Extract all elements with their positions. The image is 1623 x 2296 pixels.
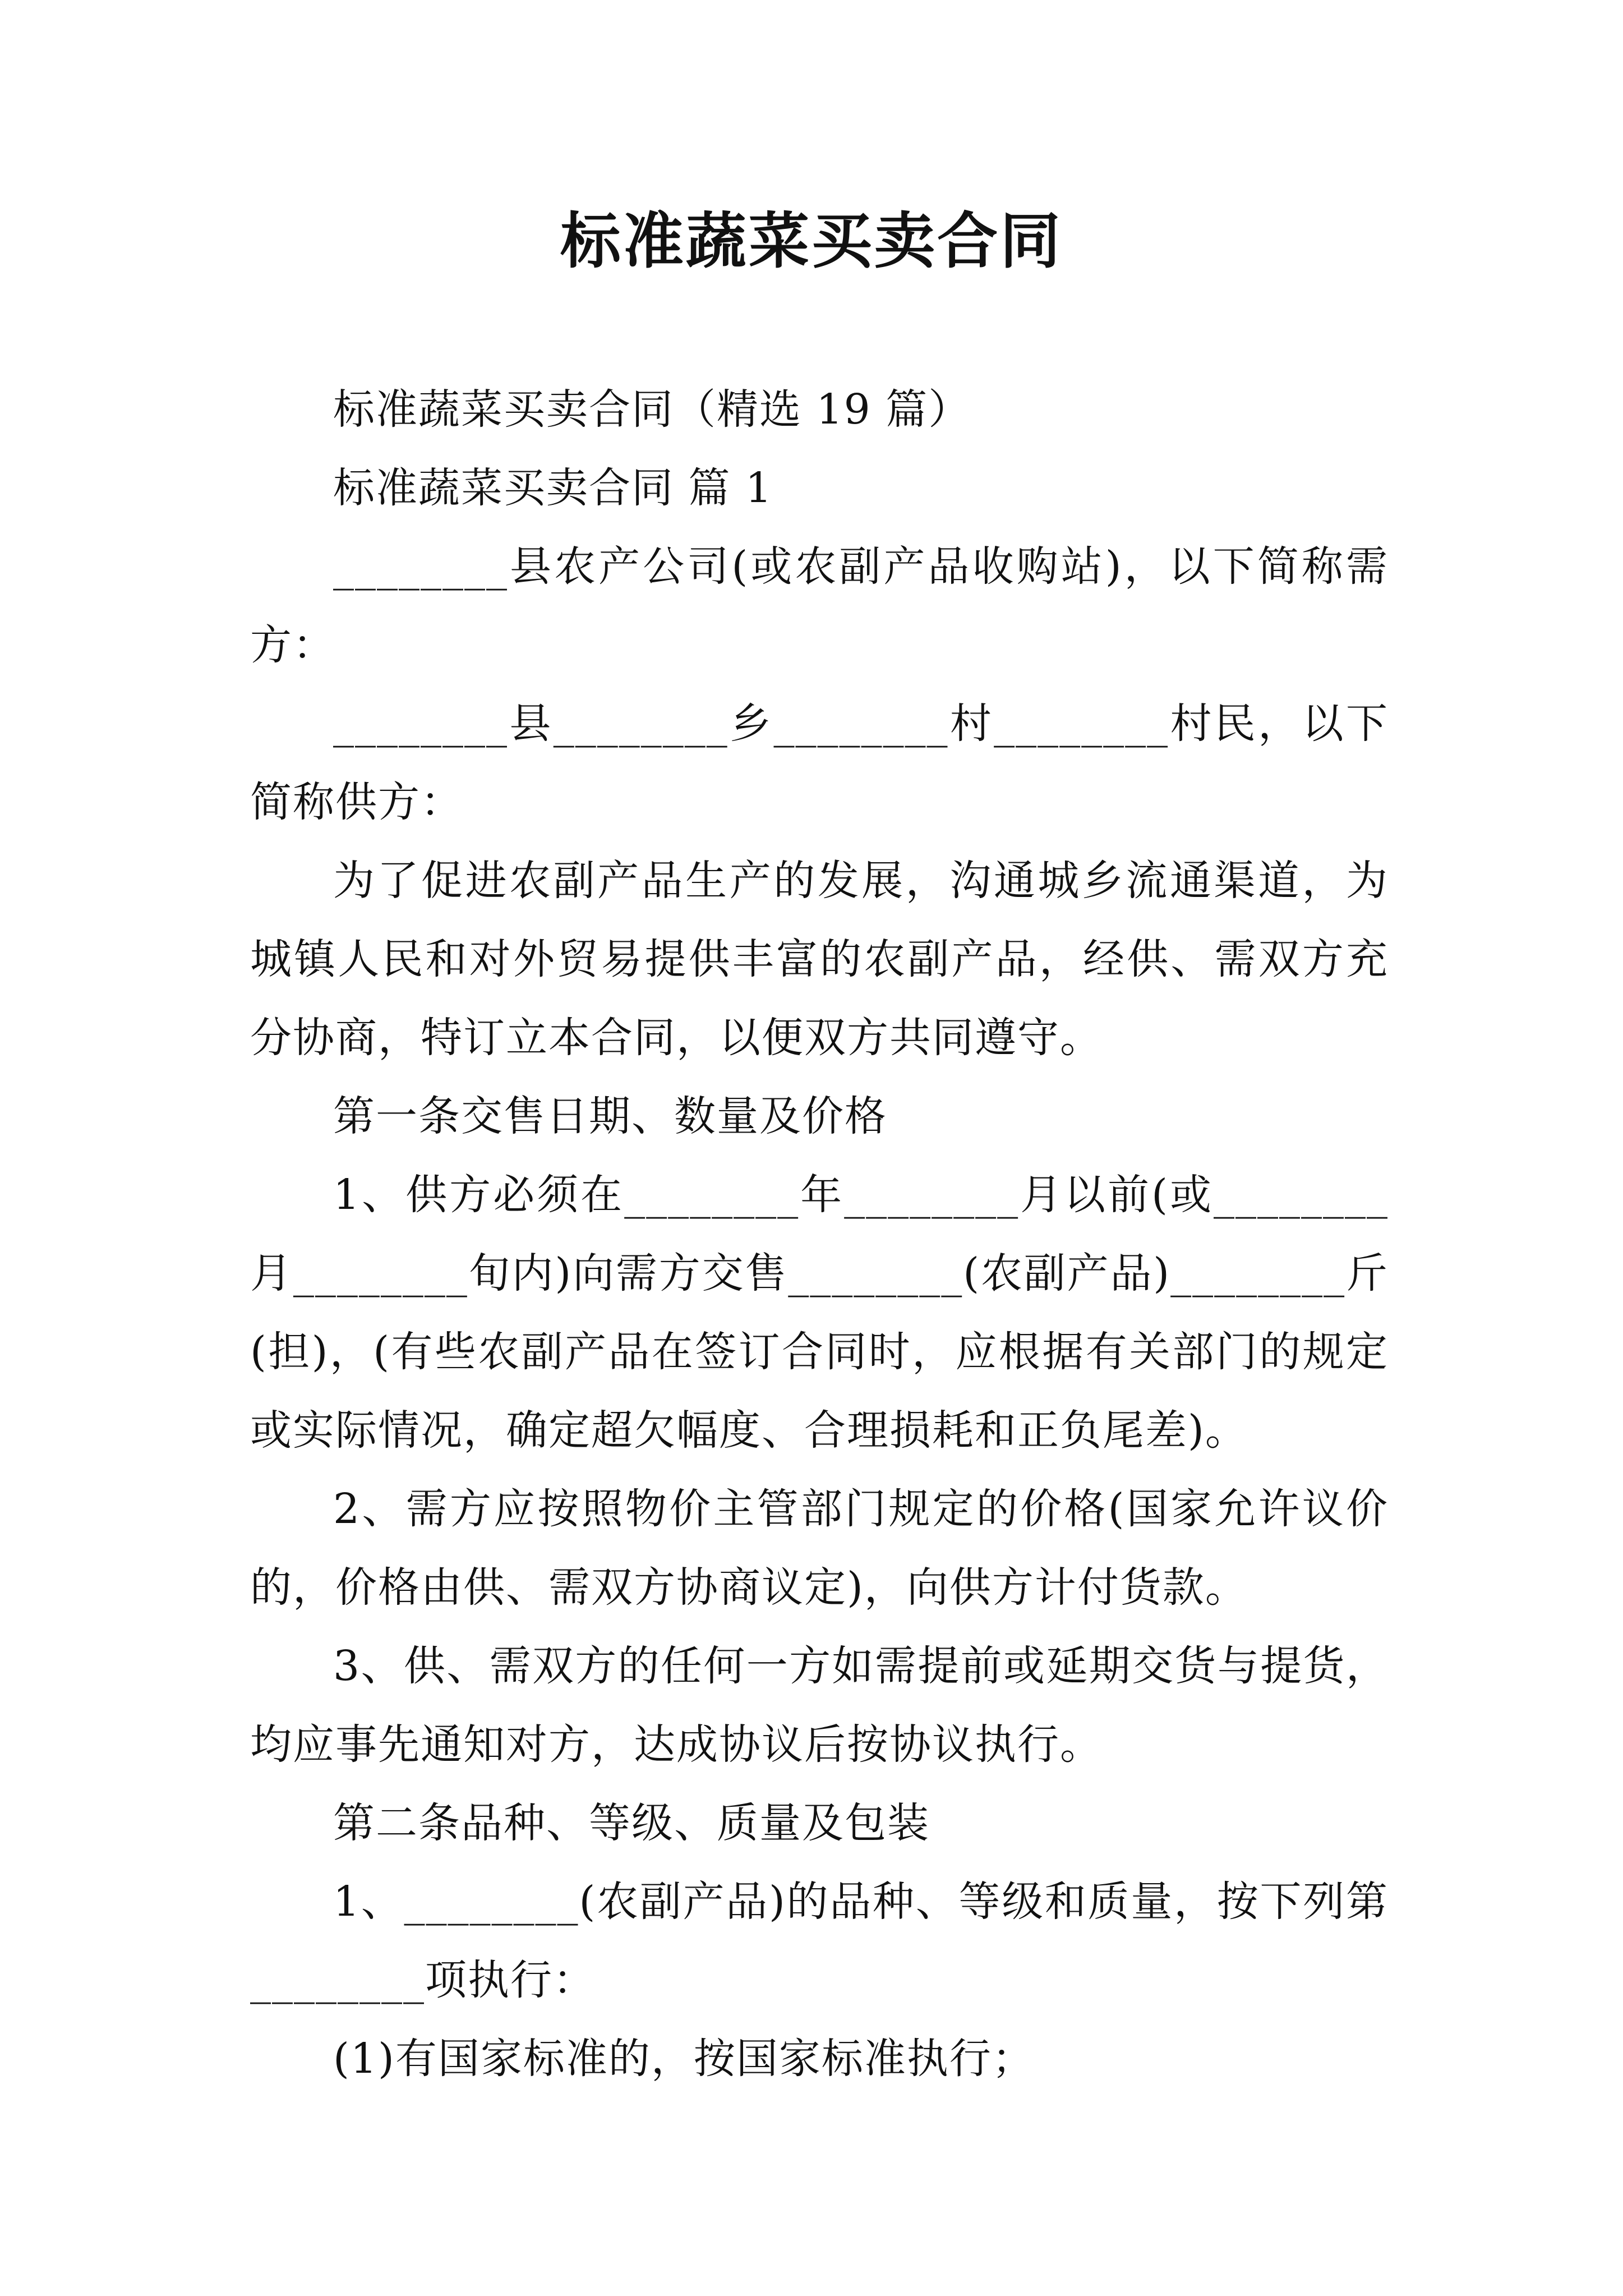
paragraph-article-2-item-1: (1)有国家标准的，按国家标准执行；	[333, 2035, 1035, 2083]
paragraph-seller: ________县________乡________村________村民，以下简称供方：	[250, 700, 1389, 826]
paragraph-buyer: ________县农产公司(或农副产品收购站)，以下简称需方：	[250, 542, 1389, 669]
paragraph-subtitle: 标准蔬菜买卖合同（精选 19 篇）	[333, 385, 971, 434]
paragraph-article-1-clause-1: 1、供方必须在________年________月以前(或________月________旬内)向需方交售________(农副产品)________斤(担)，(有些农副产品在签订合同时，应根据有关部门的规定或实际情况，确定超欠幅度、合理损耗和正负尾差)。	[250, 1171, 1389, 1455]
document-title: 标准蔬菜买卖合同	[560, 206, 1063, 277]
paragraph-section-heading: 标准蔬菜买卖合同 篇 1	[333, 464, 773, 512]
document-body	[250, 370, 1389, 2098]
paragraph-article-2-heading: 第二条品种、等级、质量及包装	[333, 1799, 930, 1847]
paragraph-article-1-clause-2: 2、需方应按照物价主管部门规定的价格(国家允许议价的，价格由供、需双方协商议定)，向供方计付货款。	[250, 1485, 1389, 1612]
paragraph-article-1-clause-3: 3、供、需双方的任何一方如需提前或延期交货与提货，均应事先通知对方，达成协议后按协议执行。	[250, 1642, 1389, 1769]
paragraph-preamble: 为了促进农副产品生产的发展，沟通城乡流通渠道，为城镇人民和对外贸易提供丰富的农副产品，经供、需双方充分协商，特订立本合同，以便双方共同遵守。	[250, 857, 1389, 1062]
paragraph-article-2-clause-1: 1、________(农副产品)的品种、等级和质量，按下列第________项执行：	[250, 1878, 1389, 2004]
paragraph-article-1-heading: 第一条交售日期、数量及价格	[333, 1092, 887, 1140]
